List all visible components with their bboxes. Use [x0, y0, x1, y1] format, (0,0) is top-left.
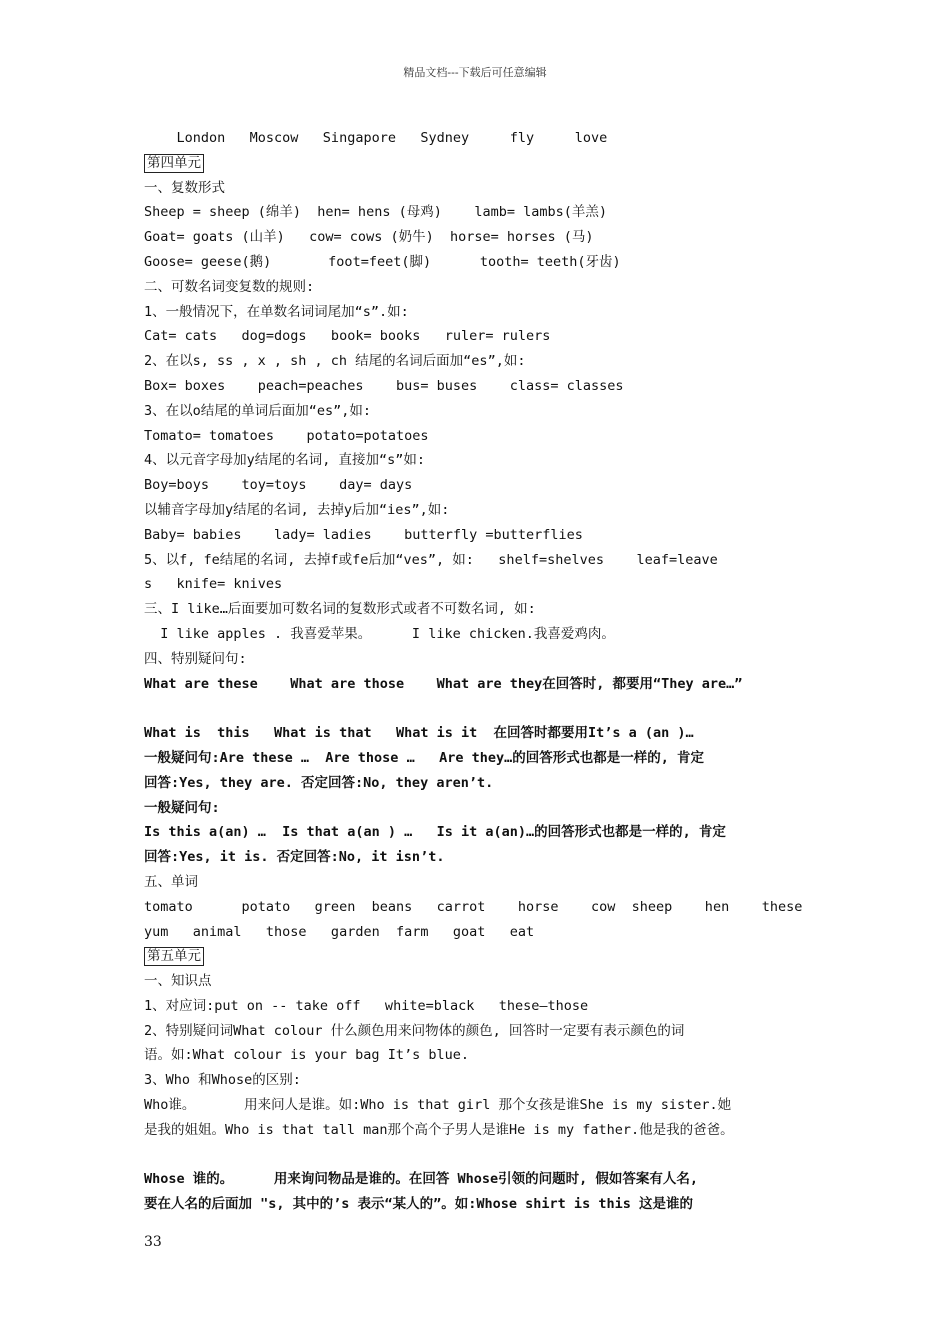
bold-text-line: What are these What are those What are they在回答时, 都要用“They are…”	[144, 675, 743, 692]
section-heading: 四、特别疑问句:	[144, 650, 247, 667]
text-line: Cat= cats dog=dogs book= books ruler= rulers	[144, 328, 551, 345]
text-line: 1、一般情况下，在单数名词词尾加“s”.如:	[144, 303, 409, 320]
section-heading: 二、可数名词变复数的规则:	[144, 278, 315, 295]
text-line: 3、Who 和Whose的区别:	[144, 1072, 301, 1089]
text-line: Goat= goats (山羊) cow= cows (奶牛) horse= horses (马)	[144, 229, 594, 246]
bold-text-line: 回答:Yes, it is. 否定回答:No, it isn’t.	[144, 849, 445, 866]
text-line: yum animal those garden farm goat eat	[144, 923, 535, 940]
page-header: 精品文档---下载后可任意编辑	[403, 66, 547, 79]
bold-text-line: 要在人名的后面加 "s, 其中的’s 表示“某人的”。如:Whose shirt is this 这是谁的	[144, 1196, 693, 1213]
text-line: Goose= geese(鹅) foot=feet(脚) tooth= teeth(牙齿)	[144, 253, 621, 270]
text-line: 以辅音字母加y结尾的名词, 去掉y后加“ies”,如:	[144, 501, 450, 518]
text-line: 2、在以s, ss , x , sh , ch 结尾的名词后面加“es”,如:	[144, 353, 526, 370]
page-number: 33	[144, 1234, 162, 1250]
text-line: Box= boxes peach=peaches bus= buses class= classes	[144, 377, 624, 394]
section-heading: 五、单词	[144, 873, 198, 890]
section-heading: 三、I like…后面要加可数名词的复数形式或者不可数名词, 如:	[144, 601, 536, 618]
blank-line	[144, 1143, 814, 1168]
text-line: Sheep = sheep (绵羊) hen= hens (母鸡) lamb= lambs(羊羔)	[144, 204, 608, 221]
bold-text-line: 回答:Yes, they are. 否定回答:No, they aren’t.	[144, 774, 494, 791]
unit-heading-5	[144, 944, 814, 969]
section-heading: 一、知识点	[144, 973, 212, 990]
text-line: Who谁。 用来问人是谁。如:Who is that girl 那个女孩是谁She is my sister.她	[144, 1097, 732, 1114]
text-line: 1、对应词:put on -- take off white=black these—those	[144, 997, 589, 1014]
text-line: s knife= knives	[144, 576, 283, 593]
text-line: Boy=boys toy=toys day= days	[144, 477, 413, 494]
document-body	[144, 126, 814, 1217]
bold-text-line: What is this What is that What is it 在回答时都要用It’s a (an )…	[144, 725, 694, 742]
text-line: 4、以元音字母加y结尾的名词, 直接加“s”如:	[144, 452, 426, 469]
bold-text-line: Is this a(an) … Is that a(an ) … Is it a(an)…的回答形式也都是一样的, 肯定	[144, 824, 726, 841]
boxed-heading: 第五单元	[144, 947, 204, 966]
text-line: I like apples . 我喜爱苹果。 I like chicken.我喜爱鸡肉。	[144, 625, 615, 642]
boxed-heading: 第四单元	[144, 154, 204, 173]
text-line: 3、在以o结尾的单词后面加“es”,如:	[144, 402, 372, 419]
text-line: tomato potato green beans carrot horse cow sheep hen these	[144, 898, 803, 915]
text-line: 5、以f, fe结尾的名词, 去掉f或fe后加“ves”, 如: shelf=shelves leaf=leave	[144, 551, 718, 568]
bold-text-line: Whose 谁的。 用来询问物品是谁的。在回答 Whose引领的问题时, 假如答案有人名,	[144, 1171, 699, 1188]
text-line: Tomato= tomatoes potato=potatoes	[144, 427, 429, 444]
text-line: 语。如:What colour is your bag It’s blue.	[144, 1047, 469, 1064]
text-line: London Moscow Singapore Sydney fly love	[144, 130, 608, 146]
section-heading: 一、复数形式	[144, 179, 225, 196]
text-line: 是我的姐姐。Who is that tall man那个高个子男人是谁He is my father.他是我的爸爸。	[144, 1121, 734, 1138]
bold-text-line: 一般疑问句:	[144, 799, 220, 816]
blank-line	[144, 696, 814, 721]
unit-heading-4	[144, 151, 814, 176]
text-line: 2、特别疑问词What colour 什么颜色用来问物体的颜色, 回答时一定要有表示颜色的词	[144, 1022, 685, 1039]
bold-text-line: 一般疑问句:Are these … Are those … Are they…的回答形式也都是一样的, 肯定	[144, 749, 704, 766]
text-line: Baby= babies lady= ladies butterfly =butterflies	[144, 526, 583, 543]
